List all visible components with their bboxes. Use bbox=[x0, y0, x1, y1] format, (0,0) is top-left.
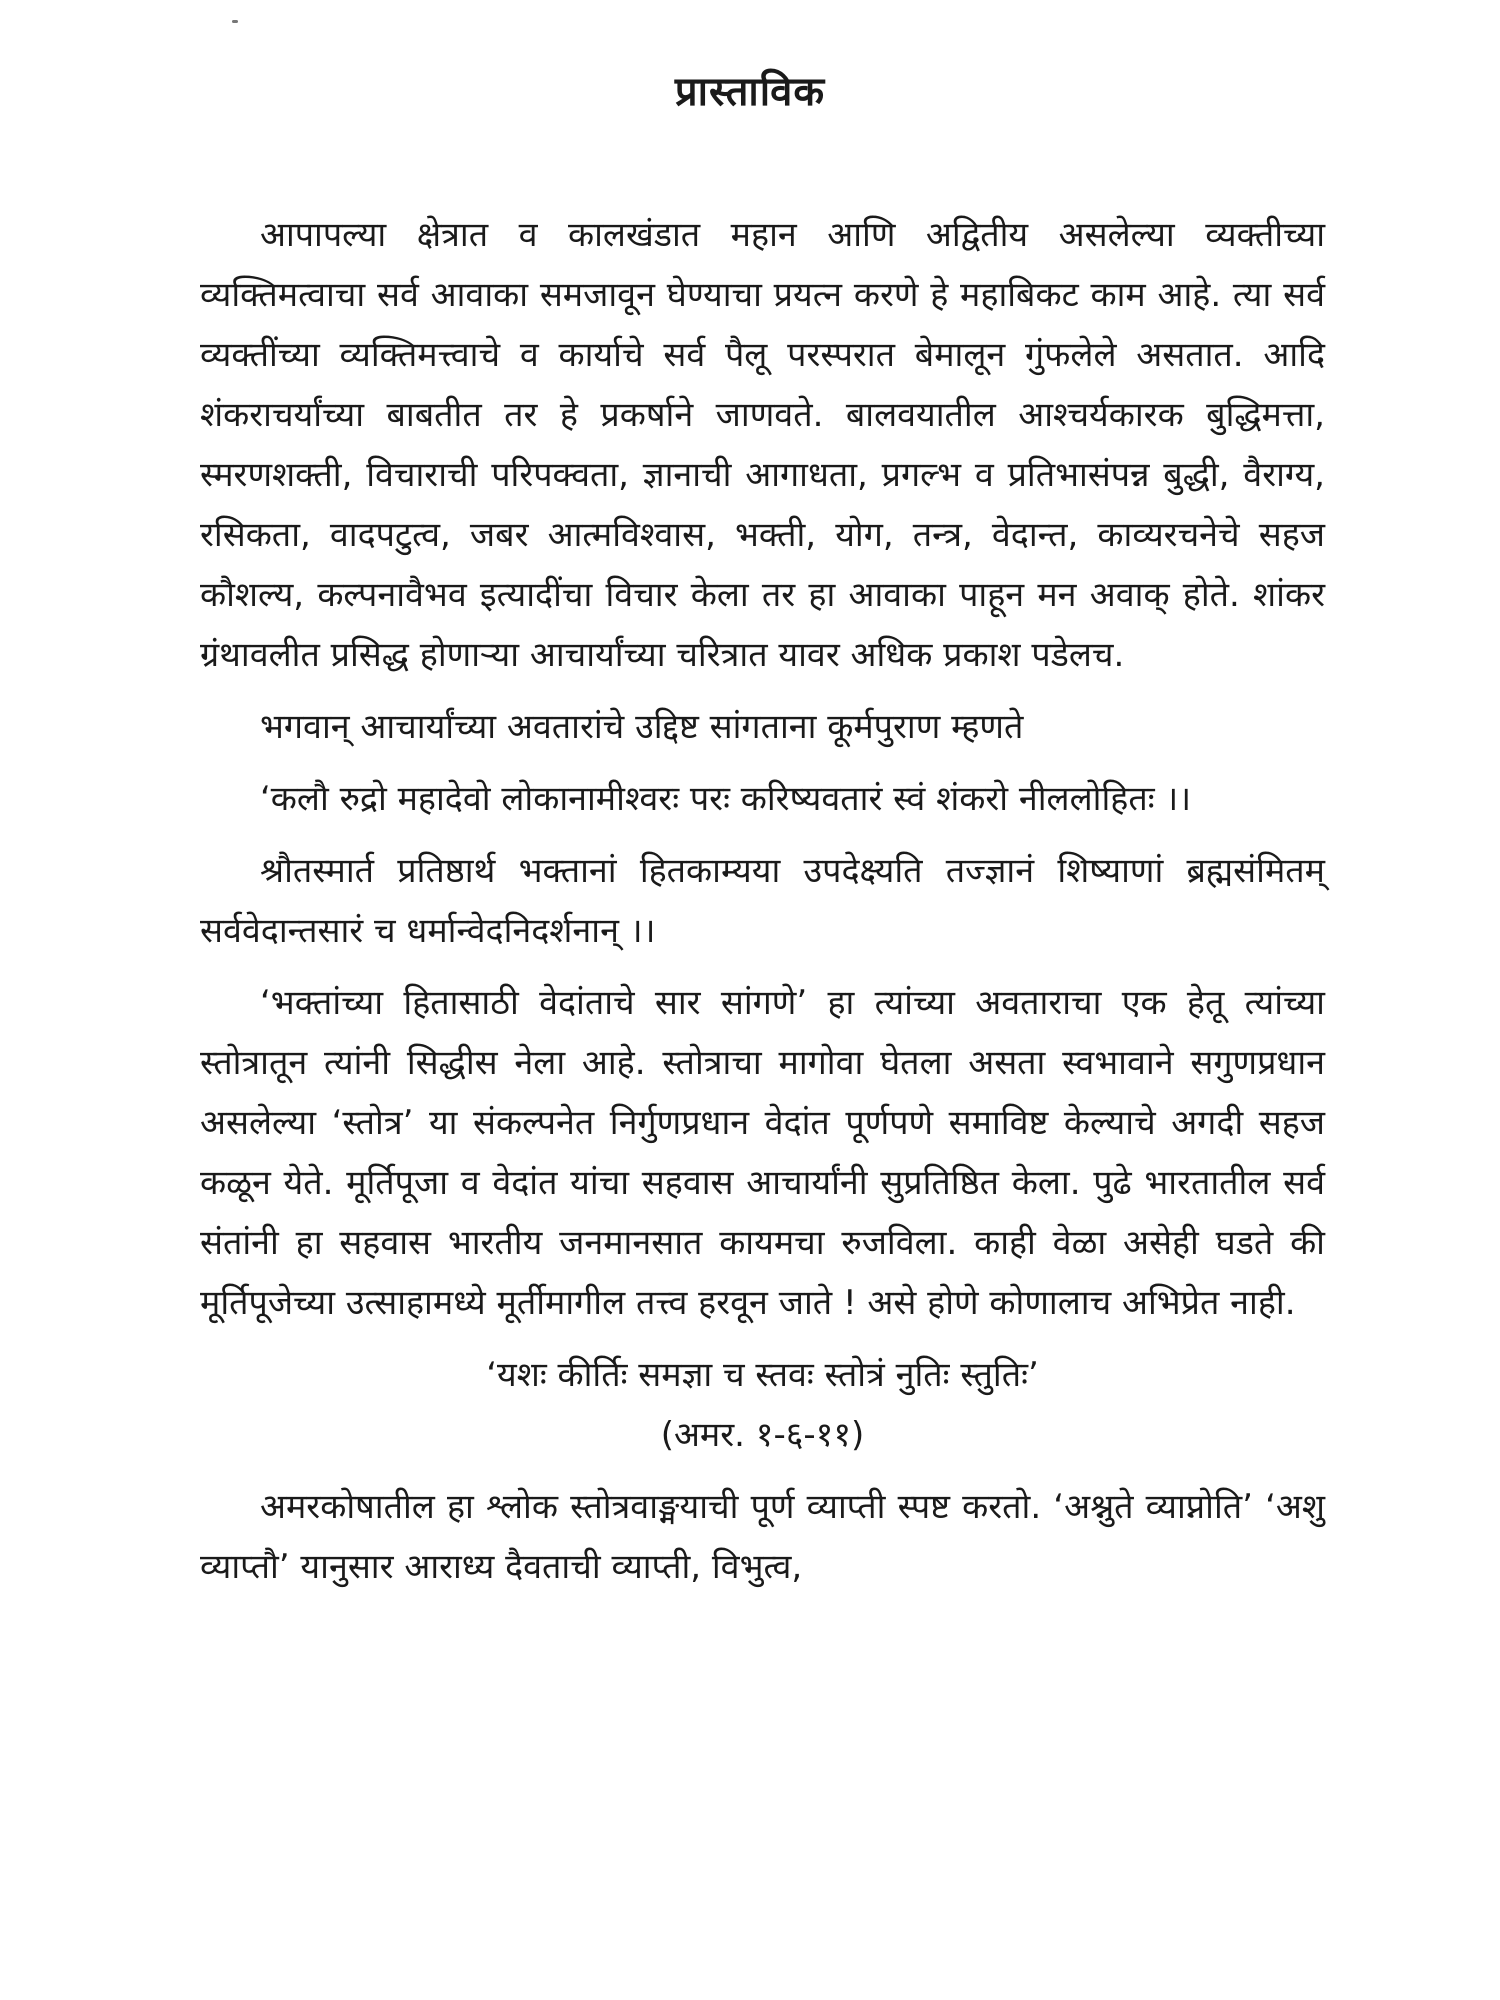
paragraph-intro: आपापल्या क्षेत्रात व कालखंडात महान आणि अद्वितीय असलेल्या व्यक्तीच्या व्यक्तिमत्वाचा सर्व आवाका समजावून घेण्याचा प्रयत्न करणे हे महाबिकट काम आहे. त्या सर्व व्यक्तींच्या व्यक्तिमत्त्वाचे व कार्याचे सर्व पैलू परस्परात बेमालून गुंफलेले असतात. आदि शंकराचर्यांच्या बाबतीत तर हे प्रकर्षाने जाणवते. बालवयातील आश्चर्यकारक बुद्धिमत्ता, स्मरणशक्ती, विचाराची परिपक्वता, ज्ञानाची आगाधता, प्रगल्भ व प्रतिभासंपन्न बुद्धी, वैराग्य, रसिकता, वादपटुत्व, जबर आत्मविश्वास, भक्ती, योग, तन्त्र, वेदान्त, काव्यरचनेचे सहज कौशल्य, कल्पनावैभव इत्यादींचा विचार केला तर हा आवाका पाहून मन अवाक् होते. शांकर ग्रंथावलीत प्रसिद्ध होणाऱ्या आचार्यांच्या चरित्रात यावर अधिक प्रकाश पडेलच. bbox=[200, 215, 1325, 675]
body-text bbox=[200, 205, 1325, 1609]
paragraph-stotra: ‘भक्तांच्या हितासाठी वेदांताचे सार सांगणे’ हा त्यांच्या अवताराचा एक हेतू त्यांच्या स्तोत्रातून त्यांनी सिद्धीस नेला आहे. स्तोत्राचा मागोवा घेतला असता स्वभावाने सगुणप्रधान असलेल्या ‘स्तोत्र’ या संकल्पनेत निर्गुणप्रधान वेदांत पूर्णपणे समाविष्ट केल्याचे अगदी सहज कळून येते. मूर्तिपूजा व वेदांत यांचा सहवास आचार्यांनी सुप्रतिष्ठित केला. पुढे भारतातील सर्व संतांनी हा सहवास भारतीय जनमानसात कायमचा रुजविला. काही वेळा असेही घडते की मूर्तिपूजेच्या उत्साहामध्ये मूर्तीमागील तत्त्व हरवून जाते ! असे होणे कोणालाच अभिप्रेत नाही. bbox=[200, 983, 1325, 1323]
verse-reference: (अमर. १-६-११) bbox=[660, 1415, 865, 1455]
paragraph-kurmapurana: भगवान् आचार्यांच्या अवतारांचे उद्दिष्ट सांगताना कूर्मपुराण म्हणते bbox=[260, 707, 1024, 747]
verse-line: ‘यशः कीर्तिः समज्ञा च स्तवः स्तोत्रं नुतिः स्तुतिः’ bbox=[486, 1355, 1039, 1395]
page-title: प्रास्ताविक bbox=[674, 69, 826, 115]
paragraph-shloka-1: ‘कलौ रुद्रो महादेवो लोकानामीश्वरः परः करिष्यवतारं स्वं शंकरो नीललोहितः ।। bbox=[260, 779, 1192, 819]
paragraph-shloka-2: श्रौतस्मार्त प्रतिष्ठार्थ भक्तानां हितकाम्यया उपदेक्ष्यति तज्ज्ञानं शिष्याणां ब्रह्मसंमितम् सर्ववेदान्तसारं च धर्मान्वेदनिदर्शनान् ।। bbox=[200, 851, 1325, 951]
paragraph-amarakosha: अमरकोषातील हा श्लोक स्तोत्रवाङ्मयाची पूर्ण व्याप्ती स्पष्ट करतो. ‘अश्नुते व्याप्नोति’ ‘अशु व्याप्तौ’ यानुसार आराध्य दैवताची व्याप्ती, विभुत्व, bbox=[200, 1487, 1325, 1587]
scan-speck bbox=[232, 20, 238, 23]
